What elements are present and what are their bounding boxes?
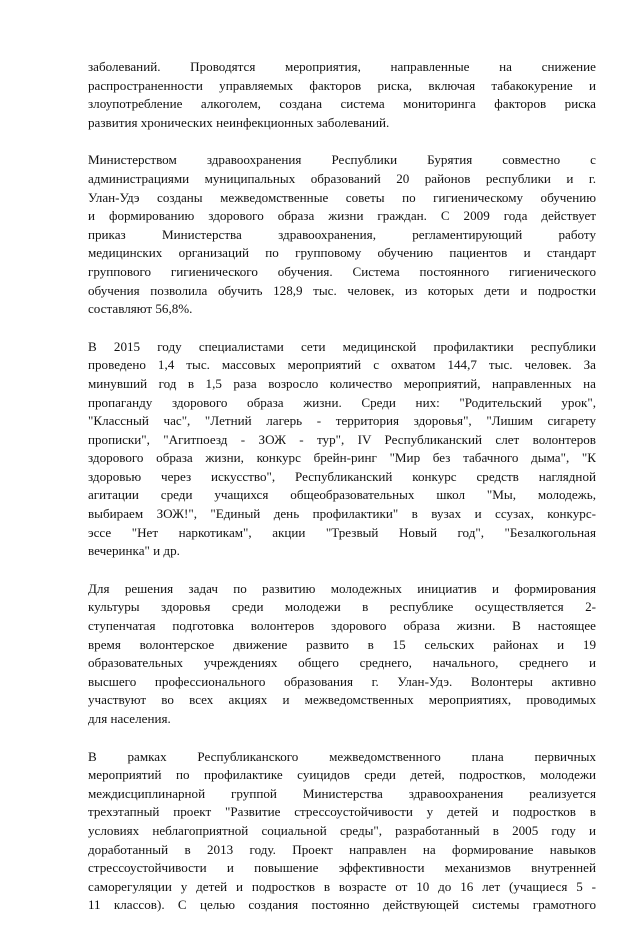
text-line: здорового образа жизни, конкурс брейн-ринг "Мир без табачного дыма", "К <box>88 450 596 466</box>
text-line: эссе "Нет наркотикам", акции "Трезвый Новый год", "Безалкогольная <box>88 524 596 540</box>
text-line: ступенчатая подготовка волонтеров здорового образа жизни. В настоящее <box>88 618 596 634</box>
text-line: группового гигиенического обучения. Система постоянного гигиенического <box>88 263 596 279</box>
text-line: минувший год в 1,5 раза возросло количество мероприятий, направленных на <box>88 375 596 391</box>
paragraph-hygiene-councils <box>88 151 596 318</box>
text-line: здоровью через искусство", Республиканский конкурс средств наглядной <box>88 468 596 484</box>
text-line: Для решения задач по развитию молодежных инициатив и формирования <box>88 580 596 596</box>
text-line: мероприятий по профилактике суицидов среди детей, подростков, молодежи <box>88 767 596 783</box>
text-line: культуры здоровья среди молодежи в республике осуществляется 2- <box>88 599 596 615</box>
text-line: доработанный в 2013 году. Проект направлен на формирование навыков <box>88 841 596 857</box>
text-line: "Классный час", "Летний лагерь - территория здоровья", "Лишим сигарету <box>88 413 596 429</box>
paragraph-suicide-prevention <box>88 748 596 915</box>
text-line: трехэтапный проект "Развитие стрессоустойчивости у детей и подростков в <box>88 804 596 820</box>
text-line: участвуют во всех акциях и межведомственных мероприятиях, проводимых <box>88 692 596 708</box>
text-line: стрессоустойчивости и повышение эффективности механизмов внутренней <box>88 860 596 876</box>
text-line: распространенности управляемых факторов риска, включая табакокурение и <box>88 77 596 93</box>
text-line: для населения. <box>88 711 171 726</box>
text-line: междисциплинарной группой Министерства здравоохранения реализуется <box>88 785 596 801</box>
text-line: В 2015 году специалистами сети медицинской профилактики республики <box>88 338 596 354</box>
text-line: Министерством здравоохранения Республики Бурятия совместно с <box>88 152 596 168</box>
text-line: администрациями муниципальных образований 20 районов республики и г. <box>88 170 596 186</box>
text-line: и формированию здорового образа жизни граждан. С 2009 года действует <box>88 208 596 224</box>
text-line: обучения позволила обучить 128,9 тыс. человек, из которых дети и подростки <box>88 282 596 298</box>
text-line: Улан-Удэ созданы межведомственные советы по гигиеническому обучению <box>88 189 596 205</box>
text-line: агитации среди учащихся общеобразовательных школ "Мы, молодежь, <box>88 487 596 503</box>
text-line: В рамках Республиканского межведомственного плана первичных <box>88 748 596 764</box>
text-line: вечеринка" и др. <box>88 543 180 559</box>
text-line: образовательных учреждениях общего среднего, начального, среднего и <box>88 655 596 671</box>
paragraph-risk-factors <box>88 58 596 132</box>
text-line: 11 классов). С целью создания постоянно действующей системы грамотного <box>88 897 596 913</box>
text-line: время волонтерское движение развито в 15 сельских районах и 19 <box>88 636 596 652</box>
text-line: приказ Министерства здравоохранения, регламентирующий работу <box>88 226 596 242</box>
text-line: проведено 1,4 тыс. массовых мероприятий с охватом 144,7 тыс. человек. За <box>88 357 596 373</box>
paragraph-volunteers <box>88 580 596 729</box>
text-line: составляют 56,8%. <box>88 301 193 317</box>
text-line: прописки", "Агитпоезд - ЗОЖ - тур", IV Республиканский слет волонтеров <box>88 431 596 447</box>
text-line: медицинских организаций по групповому обучению пациентов и стандарт <box>88 245 596 261</box>
text-line: пропаганду здорового образа жизни. Среди них: "Родительский урок", <box>88 394 596 410</box>
text-line: развития хронических неинфекционных заболеваний. <box>88 114 390 130</box>
text-line: саморегуляции у детей и подростков в возрасте от 10 до 16 лет (учащиеся 5 - <box>88 878 596 894</box>
text-line: заболеваний. Проводятся мероприятия, направленные на снижение <box>88 59 596 74</box>
paragraph-prevention-events-2015 <box>88 338 596 561</box>
text-line: злоупотребление алкоголем, создана система мониторинга факторов риска <box>88 96 596 112</box>
document-page <box>88 58 596 934</box>
text-line: выбираем ЗОЖ!", "Единый день профилактики" в вузах и ссузах, конкурс- <box>88 506 596 522</box>
text-line: высшего профессионального образования г. Улан-Удэ. Волонтеры активно <box>88 673 596 689</box>
text-line: условиях неблагоприятной социальной среды", разработанный в 2005 году и <box>88 822 596 838</box>
